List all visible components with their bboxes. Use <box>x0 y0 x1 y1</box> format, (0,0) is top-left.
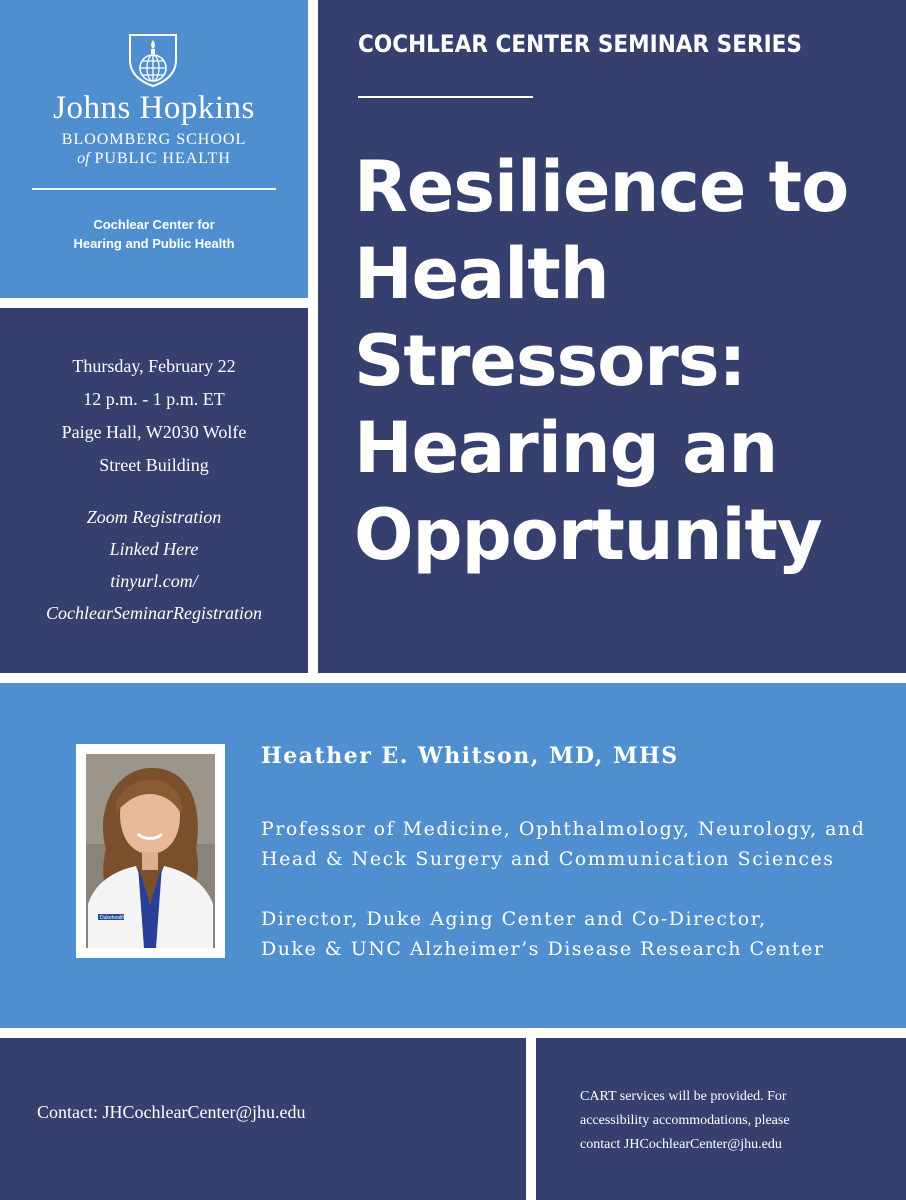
zoom-line-2: Linked Here <box>109 539 199 559</box>
event-location-line-2: Street Building <box>99 455 209 475</box>
center-name-line-1: Cochlear Center for <box>93 217 215 232</box>
seminar-series-label: COCHLEAR CENTER SEMINAR SERIES <box>358 30 802 58</box>
speaker-panel <box>0 683 906 1028</box>
accessibility-line-3[interactable]: contact JHCochlearCenter@jhu.edu <box>580 1137 782 1152</box>
contact-panel <box>0 1038 526 1200</box>
school-line-1: BLOOMBERG SCHOOL <box>61 131 247 148</box>
center-name-line-2: Hearing and Public Health <box>73 236 235 251</box>
center-name <box>0 215 308 253</box>
event-details-panel <box>0 308 308 673</box>
school-name <box>0 130 308 168</box>
title-line-2: Health <box>354 233 609 315</box>
speaker-title-2 <box>261 904 891 964</box>
zoom-link-line-1[interactable]: tinyurl.com/ <box>110 571 198 591</box>
speaker-title-2-line-1: Director, Duke Aging Center and Co-Director, <box>261 908 767 930</box>
school-line-2 <box>0 149 308 168</box>
speaker-title-1 <box>261 814 891 874</box>
contact-email[interactable]: Contact: JHCochlearCenter@jhu.edu <box>37 1102 306 1122</box>
zoom-registration <box>0 501 308 629</box>
title-line-4: Hearing an <box>354 407 778 489</box>
title-panel <box>318 0 906 673</box>
school-line-2-text: PUBLIC HEALTH <box>94 150 231 167</box>
shield-globe-torch-icon <box>127 32 179 88</box>
title-line-5: Opportunity <box>354 494 822 576</box>
event-details <box>0 350 308 482</box>
speaker-title-1-line-1: Professor of Medicine, Ophthalmology, Neurology, and <box>261 818 866 840</box>
institution-name: Johns Hopkins <box>53 90 255 126</box>
title-divider <box>358 96 533 98</box>
speaker-title-1-line-2: Head & Neck Surgery and Communication Sciences <box>261 848 835 870</box>
logo-divider <box>32 188 276 190</box>
accessibility-line-2: accessibility accommodations, please <box>580 1113 790 1128</box>
speaker-title-2-line-2: Duke & UNC Alzheimer’s Disease Research Center <box>261 938 825 960</box>
event-date: Thursday, February 22 <box>72 356 236 376</box>
zoom-link-line-2[interactable]: CochlearSeminarRegistration <box>46 603 262 623</box>
accessibility-line-1: CART services will be provided. For <box>580 1089 787 1104</box>
accessibility-panel <box>536 1038 906 1200</box>
school-of: of <box>77 150 90 167</box>
zoom-line-1: Zoom Registration <box>86 507 222 527</box>
speaker-photo-frame <box>76 744 225 958</box>
event-time: 12 p.m. - 1 p.m. ET <box>83 389 225 409</box>
title-line-1: Resilience to <box>354 146 849 228</box>
accessibility-note <box>580 1085 895 1157</box>
seminar-title <box>354 144 899 579</box>
photo-badge-text: Dukehealth <box>100 915 126 921</box>
logo-panel <box>0 0 308 298</box>
event-location-line-1: Paige Hall, W2030 Wolfe <box>61 422 247 442</box>
speaker-name: Heather E. Whitson, MD, MHS <box>261 743 679 769</box>
speaker-photo <box>86 754 215 948</box>
title-line-3: Stressors: <box>354 320 746 402</box>
